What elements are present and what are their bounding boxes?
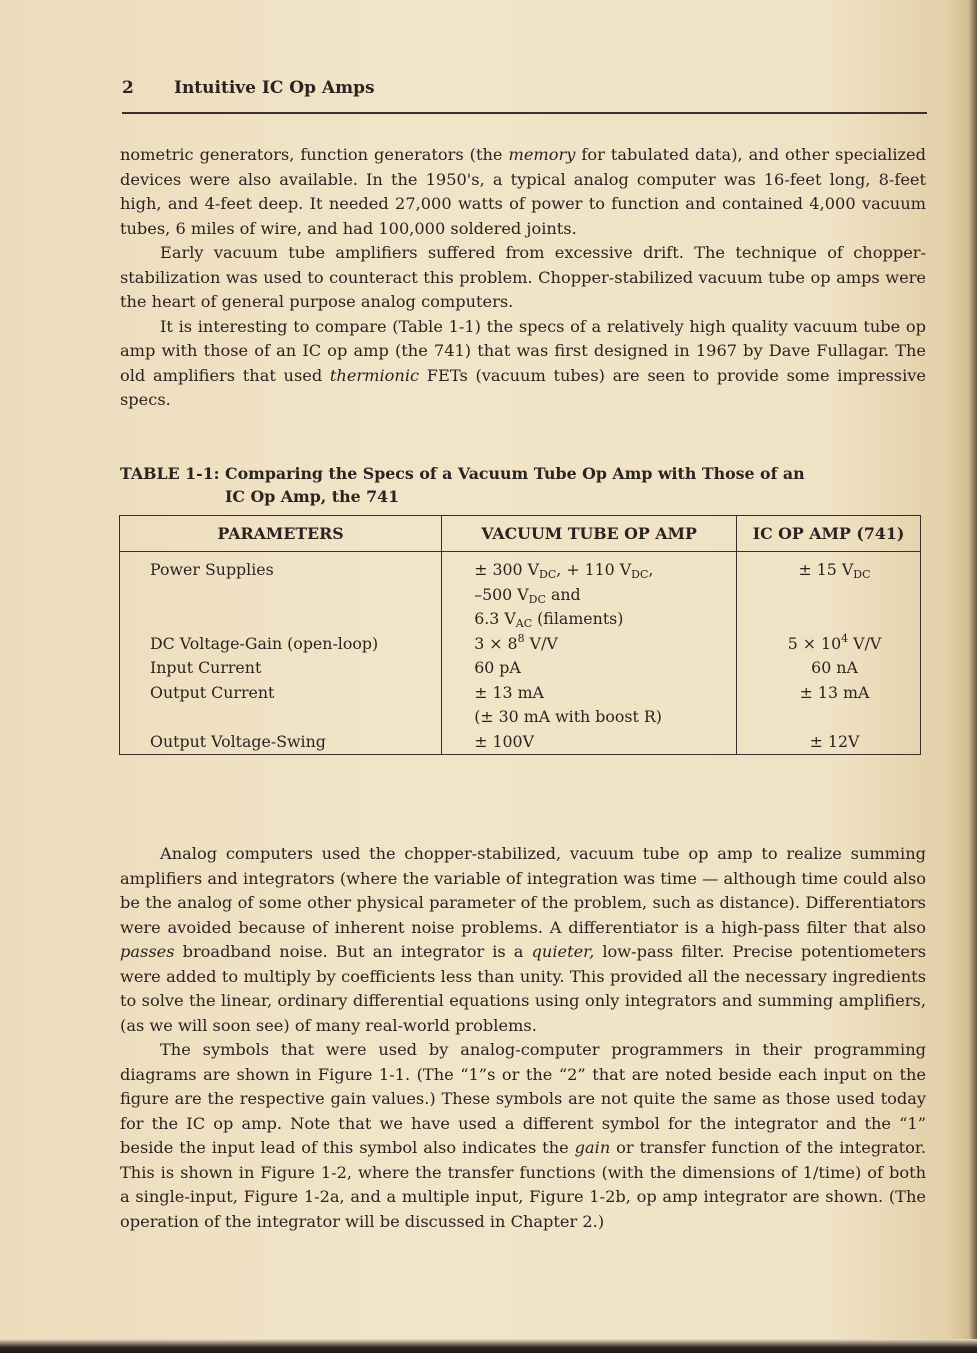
cell-text: 5 × 10 [787, 633, 842, 653]
paragraph [120, 315, 926, 413]
cell-text: ± 300 V [474, 560, 540, 579]
parameter-name: Power Supplies [150, 560, 274, 579]
text-run: for tabulated data), and other specialized devices were also available. In the 1950's, a typical analog computer was 16-feet long, 8-feet high, and 4-feet deep. It needed 27,000 watts of power to function and contained 4,000 vacuum tubes, 6 miles of wire, and had 100,000 soldered joints. [120, 145, 926, 238]
text-run: FETs (vacuum tubes) are seen to provide some impressive specs. [120, 365, 926, 409]
subscript: DC [853, 568, 871, 581]
cell-line [474, 656, 736, 681]
paragraph [120, 241, 926, 315]
vacuum-tube-cell [442, 730, 737, 755]
cell-text: ± 13 mA [799, 682, 870, 702]
body-text-top [120, 143, 926, 413]
cell-line [474, 705, 736, 730]
header-ic-op-amp: IC OP AMP (741) [737, 516, 921, 552]
ic-op-amp-cell [737, 681, 921, 730]
ic-op-amp-cell [737, 656, 921, 681]
cell-line [474, 558, 736, 583]
parameter-name: Input Current [150, 658, 262, 677]
text-run: or transfer function of the integrator. This is shown in Figure 1-2, where the transfer functions (with the dimensions of 1/time) of both a single-input, Figure 1-2a, and a multiple input, Figure 1-2b, op amp integrator are shown. (The operation of the integrator will be discussed in Chapter 2.) [120, 1138, 926, 1231]
parameter-name: Output Voltage-Swing [150, 731, 326, 751]
subscript: DC [528, 592, 546, 606]
italic-text: memory [508, 145, 576, 164]
text-run: The symbols that were used by analog-computer programmers in their programming diagrams are shown in Figure 1-1. (The “1”s or the “2” that are noted beside each input on the figure are the respective gain values.) These symbols are not quite the same as those used today for the IC op amp. Note that we have used a different symbol for the integrator and the “1” beside the input lead of this symbol also indicates the [120, 1040, 926, 1157]
cell-text: 6.3 V [474, 609, 516, 628]
vacuum-tube-cell [442, 552, 737, 632]
cell-line [737, 632, 920, 657]
cell-text: 3 × 8 [474, 633, 518, 653]
cell-line [474, 681, 736, 706]
text-run: broadband noise. But an integrator is a [174, 942, 532, 961]
book-title: Intuitive IC Op Amps [174, 78, 375, 98]
italic-text: quieter, [531, 942, 595, 961]
table-row [120, 730, 921, 755]
parameter-cell [120, 656, 442, 681]
cell-text: ± 15 V [798, 560, 854, 579]
cell-line [737, 558, 920, 583]
table-caption [120, 462, 926, 508]
paragraph [120, 1038, 926, 1234]
cell-line [474, 583, 736, 608]
specs-table [119, 515, 921, 755]
table-row [120, 681, 921, 730]
cell-text: V/V [524, 633, 558, 653]
text-run: nometric generators, function generators (the [120, 145, 509, 164]
body-text-bottom [120, 842, 926, 1234]
table-row [120, 632, 921, 657]
parameter-name: Output Current [150, 682, 275, 702]
italic-text: thermionic [329, 365, 420, 385]
superscript: 4 [841, 631, 849, 645]
running-header [122, 78, 927, 114]
superscript: 8 [517, 631, 525, 645]
cell-line [737, 730, 920, 755]
vacuum-tube-cell [442, 656, 737, 681]
cell-line [474, 607, 736, 632]
cell-text: –500 V [474, 584, 529, 604]
page-number: 2 [122, 78, 134, 98]
header-parameters: PARAMETERS [120, 516, 442, 552]
paragraph [120, 143, 926, 241]
text-run: low-pass filter. Precise potentiometers were added to multiply by coefficients less than unity. This provided all the necessary ingredients to solve the linear, ordinary differential equations using only integrators and summing amplifiers, (as we will soon see) of many real-world problems. [120, 942, 926, 1035]
table-caption-line-1: TABLE 1-1: Comparing the Specs of a Vacuum Tube Op Amp with Those of an [120, 464, 805, 483]
subscript: AC [515, 617, 533, 630]
ic-op-amp-cell [737, 632, 921, 657]
table-header-row [120, 516, 921, 552]
cell-line [737, 681, 920, 706]
cell-text: 60 nA [811, 658, 858, 677]
cell-text: 60 pA [474, 658, 521, 677]
header-vacuum-tube: VACUUM TUBE OP AMP [442, 516, 737, 552]
italic-text: passes [120, 942, 175, 961]
parameter-cell [120, 730, 442, 755]
text-run: It is interesting to compare (Table 1-1) the specs of a relatively high quality vacuum tube op amp with those of an IC op amp (the 741) that was first designed in 1967 by Dave Fullagar. The old amplifiers that used [120, 316, 926, 385]
ic-op-amp-cell [737, 552, 921, 632]
cell-text: ± 13 mA [474, 682, 544, 702]
parameter-cell [120, 681, 442, 730]
cell-line [737, 656, 920, 681]
table-row [120, 656, 921, 681]
parameter-name: DC Voltage-Gain (open-loop) [150, 633, 379, 653]
cell-text: , [648, 560, 654, 579]
text-run: Early vacuum tube amplifiers suffered from excessive drift. The technique of chopper-stabilization was used to counteract this problem. Chopper-stabilized vacuum tube op amps were the heart of general purpose analog computers. [120, 243, 926, 311]
table-body [120, 552, 921, 755]
subscript: DC [631, 568, 649, 581]
cell-text: V/V [848, 633, 882, 653]
ic-op-amp-cell [737, 730, 921, 755]
cell-line [474, 632, 736, 657]
paragraph [120, 842, 926, 1038]
cell-text: ± 100V [474, 731, 535, 751]
italic-text: gain [574, 1138, 611, 1157]
cell-text: ± 12V [809, 731, 860, 751]
parameter-cell [120, 632, 442, 657]
cell-text: , + 110 V [556, 560, 632, 579]
text-run: Analog computers used the chopper-stabilized, vacuum tube op amp to realize summing amplifiers and integrators (where the variable of integration was time — although time could also be the analog of some other physical parameter of the problem, such as distance). Differentiators were avoided because of inherent noise problems. A differentiator is a high-pass filter that also [120, 844, 926, 937]
vacuum-tube-cell [442, 632, 737, 657]
cell-text: (filaments) [532, 609, 624, 628]
page-bottom-edge [0, 1339, 977, 1353]
parameter-cell [120, 552, 442, 632]
cell-line [474, 730, 736, 755]
table-row [120, 552, 921, 632]
page-binding-edge [969, 0, 977, 1353]
cell-text: (± 30 mA with boost R) [474, 707, 662, 726]
table-caption-line-2: IC Op Amp, the 741 [225, 487, 400, 506]
vacuum-tube-cell [442, 681, 737, 730]
cell-text: and [545, 584, 581, 604]
subscript: DC [539, 568, 557, 581]
